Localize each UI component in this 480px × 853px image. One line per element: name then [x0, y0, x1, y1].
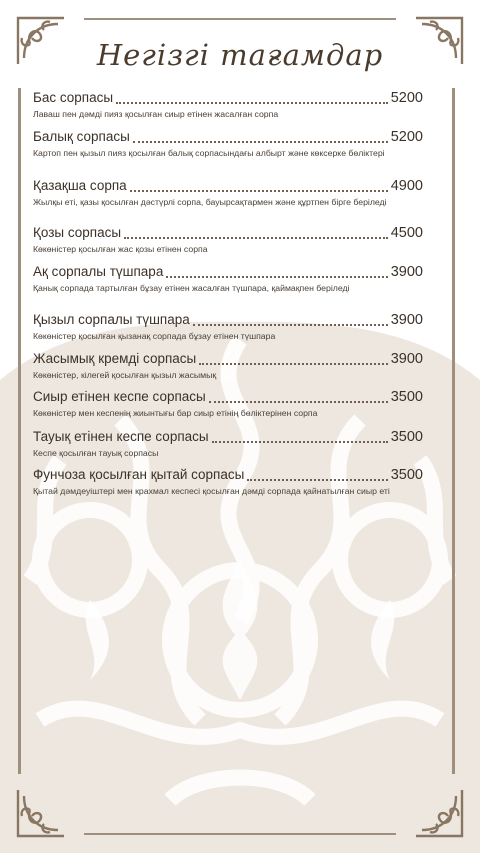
menu-item: [33, 467, 423, 497]
dish-description: Қанық сорпада тартылған бұзау етінен жасалған түшпара, қаймақпен беріледі: [33, 283, 350, 293]
dish-price: 4500: [390, 225, 423, 241]
dish-name: Сиыр етінен кеспе сорпасы: [33, 389, 206, 404]
dish-price: 5200: [390, 129, 423, 145]
menu-item: [33, 389, 423, 419]
dish-description: Көкөністер қосылған қызанақ сорпада бұзау етінен түшпара: [33, 331, 276, 341]
dish-description: Лаваш пен дәмді пияз қосылған сиыр етінен жасалған сорпа: [33, 109, 279, 119]
dish-name: Балық сорпасы: [33, 129, 130, 144]
dish-name: Қызыл сорпалы түшпара: [33, 312, 190, 327]
menu-item: [33, 129, 423, 159]
menu-item: [33, 90, 423, 120]
dish-price: 3900: [390, 351, 423, 367]
corner-ornament-bottom-left: [14, 786, 68, 840]
dot-leader: [212, 441, 388, 443]
frame-left-line: [18, 88, 21, 774]
dish-price: 5200: [390, 90, 423, 106]
menu-item: [33, 312, 423, 342]
dish-description: Кеспе қосылған тауық сорпасы: [33, 448, 159, 458]
dish-price: 3900: [390, 264, 423, 280]
dot-leader: [209, 401, 388, 403]
dot-leader: [124, 237, 388, 239]
dot-leader: [133, 141, 388, 143]
dish-name: Қозы сорпасы: [33, 225, 122, 240]
menu-title: Негізгі тағамдар: [96, 38, 384, 72]
dish-price: 4900: [390, 178, 423, 194]
frame-top-line: [84, 18, 396, 20]
frame-bottom-line: [84, 833, 396, 835]
dish-description: Көкөністер, кілегей қосылған қызыл жасымық: [33, 370, 217, 380]
dish-description: Көкөністер қосылған жас қозы етінен сорпа: [33, 244, 208, 254]
dish-description: Жылқы еті, қазы қосылған дәстүрлі сорпа, бауырсақтармен және құртпен бірге беріледі: [33, 197, 387, 207]
dot-leader: [199, 363, 387, 365]
dot-leader: [193, 324, 388, 326]
dish-name: Ақ сорпалы түшпара: [33, 264, 164, 279]
menu-item: [33, 429, 423, 459]
dot-leader: [166, 276, 387, 278]
dish-name: Бас сорпасы: [33, 90, 114, 105]
menu-item: [33, 264, 423, 294]
dish-price: 3500: [390, 389, 423, 405]
dish-description: Картоп пен қызыл пияз қосылған балық сорпасындағы албырт және көксерке бөліктері: [33, 148, 385, 158]
dish-name: Фунчоза қосылған қытай сорпасы: [33, 467, 245, 482]
dish-name: Тауық етінен кеспе сорпасы: [33, 429, 209, 444]
dish-price: 3900: [390, 312, 423, 328]
menu-item: [33, 351, 423, 381]
dot-leader: [247, 479, 387, 481]
frame-right-line: [452, 88, 455, 774]
dish-name: Жасымық кремді сорпасы: [33, 351, 197, 366]
dish-price: 3500: [390, 467, 423, 483]
dot-leader: [130, 190, 388, 192]
dish-description: Қытай дәмдеуіштері мен крахмал кеспесі қосылған дәмді сорпада қайнатылған сиыр еті: [33, 486, 390, 496]
dish-name: Қазақша сорпа: [33, 178, 127, 193]
dish-price: 3500: [390, 429, 423, 445]
menu-item: [33, 225, 423, 255]
menu-item: [33, 178, 423, 208]
dish-description: Көкөністер мен кеспенің жиынтығы бар сиыр етінің бөліктерінен сорпа: [33, 408, 318, 418]
corner-ornament-bottom-right: [412, 786, 466, 840]
dot-leader: [116, 102, 388, 104]
